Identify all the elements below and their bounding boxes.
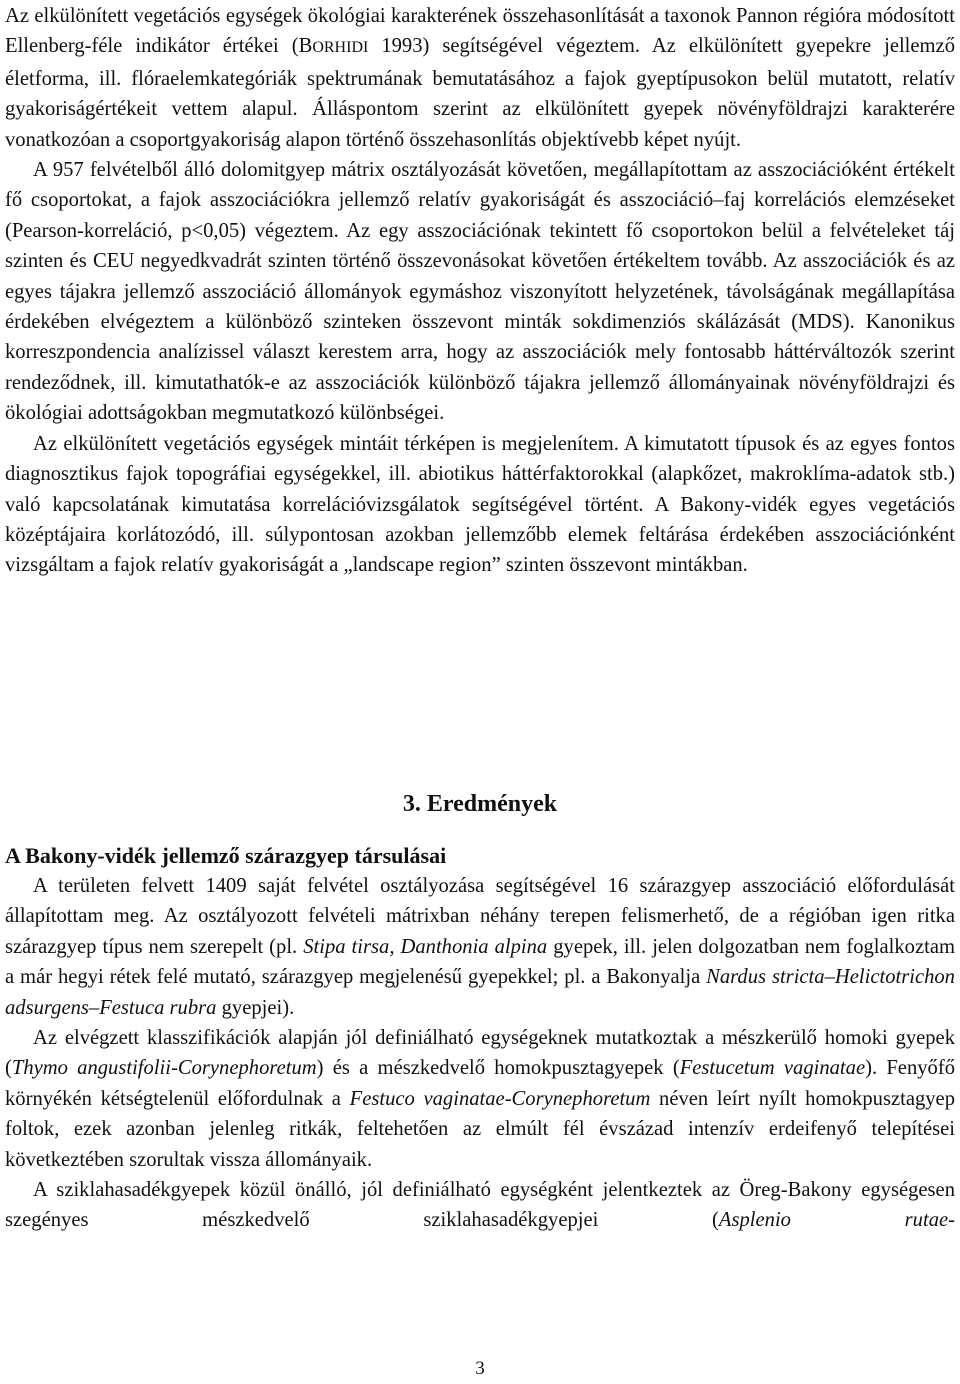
author-smallcaps: ORHIDI	[312, 39, 369, 57]
species-italic: Nardus stricta–Helictotrichon adsurgens–Festuca rubra	[5, 966, 955, 1019]
species-italic: Stipa tirsa, Danthonia alpina	[303, 935, 548, 958]
methods-text	[5, 1, 955, 581]
results-heading: 3. Eredmények	[402, 791, 558, 817]
results-text	[5, 871, 955, 1236]
paragraph-results-sand-grasslands: Az elvégzett klasszifikációk alapján jól definiálható egységeknek mutatkoztak a mészkerülő homoki gyepek (Thymo angustifolii-Corynephoretum) és a mészkedvelő homokpusztagyepek (Festucetum vaginatae). Fenyőfő környékén kétségtelenül előfordulnak a Festuco vaginatae-Corynephoretum néven leírt nyílt homokpusztagyep foltok, ezek azonban jelenleg ritkák, feltehetően az elmúlt fél évszázad intenzív erdeifenyő telepítései következtében szorultak vissza állományaik.	[5, 1027, 955, 1171]
page-number: 3	[475, 1358, 485, 1379]
paragraph-results-rock-crevice: A sziklahasadékgyepek közül önálló, jól definiálható egységként jelentkeztek az Öreg-Bakony egységesen szegényes mészkedvelő sziklahasadékgyepjei (Asplenio rutae-	[5, 1179, 955, 1232]
paragraph-methods-classification: A 957 felvételből álló dolomitgyep mátrix osztályozását követően, megállapítottam az asszociációként értékelt fő csoportokat, a fajok asszociációkra jellemző relatív gyakoriságát és asszociáció–faj korrelációs elemzéseket (Pearson-korreláció, p<0,05) végeztem. Az egy asszociációnak tekintett fő csoportokon belül a felvételeket táj szinten és CEU negyedkvadrát szinten történő összevonásokat követően értékeltem tovább. Az asszociációk és az egyes tájakra jellemző asszociáció állományok egymáshoz viszonyított helyzetének, távolságának megállapítása érdekében elvégeztem a különböző szinteken összevont minták sokdimenziós skálázását (MDS). Kanonikus korreszpondencia analízissel választ kerestem arra, hogy az asszociációk mely fontosabb háttérváltozók szerint rendeződnek, ill. kimutathatók-e az asszociációk különböző tájakra jellemző állományainak növényföldrajzi és ökológiai adottságokban megmutatkozó különbségei.	[5, 159, 955, 425]
paragraph-methods-ellenberg: Az elkülönített vegetációs egységek ökológiai karakterének összehasonlítását a taxonok Pannon régióra módosított Ellenberg-féle indikátor értékei (BORHIDI 1993) segítségével végeztem. Az elkülönített gyepekre jellemző életforma, ill. flóraelemkategóriák spektrumának bemutatásához a fajok gyeptípusokon belül mutatott, relatív gyakoriságértékeit vettem alapul. Álláspontom szerint az elkülönített gyepek növényföldrajzi karakterére vonatkozóan a csoportgyakoriság alapon történő összehasonlítás objektívebb képet nyújt.	[5, 5, 955, 151]
species-italic: Festuco vaginatae-Corynephoretum	[349, 1087, 651, 1110]
species-italic: Asplenio rutae-	[718, 1209, 955, 1232]
paragraph-results-associations: A területen felvett 1409 saját felvétel osztályozása segítségével 16 szárazgyep asszociáció előfordulását állapítottam meg. Az osztályozott felvételi mátrixban néhány terepen felismerhető, de a régióban igen ritka szárazgyep típus nem szerepelt (pl. Stipa tirsa, Danthonia alpina gyepek, ill. jelen dolgozatban nem foglalkoztam a már hegyi rétek felé mutató, szárazgyep megjelenésű gyepekkel; pl. a Bakonyalja Nardus stricta–Helictotrichon adsurgens–Festuca rubra gyepjei).	[5, 875, 955, 1019]
species-italic: Thymo angustifolii-Corynephoretum	[11, 1057, 317, 1080]
species-italic: Festucetum vaginatae	[679, 1057, 866, 1080]
section-heading: A Bakony-vidék jellemző szárazgyep társulásai	[5, 843, 447, 868]
paragraph-methods-mapping: Az elkülönített vegetációs egységek mintáit térképen is megjelenítem. A kimutatott típusok és az egyes fontos diagnosztikus fajok topográfiai egységekkel, ill. abiotikus háttérfaktorokkal (alapkőzet, makroklíma-adatok stb.) való kapcsolatának kimutatása korrelációvizsgálatok segítségével történt. A Bakony-vidék egyes vegetációs középtájaira korlátozódó, ill. súlypontosan azokban jellemzőbb elemek feltárása érdekében asszociációnként vizsgáltam a fajok relatív gyakoriságát a „landscape region” szinten összevont mintákban.	[5, 432, 955, 577]
